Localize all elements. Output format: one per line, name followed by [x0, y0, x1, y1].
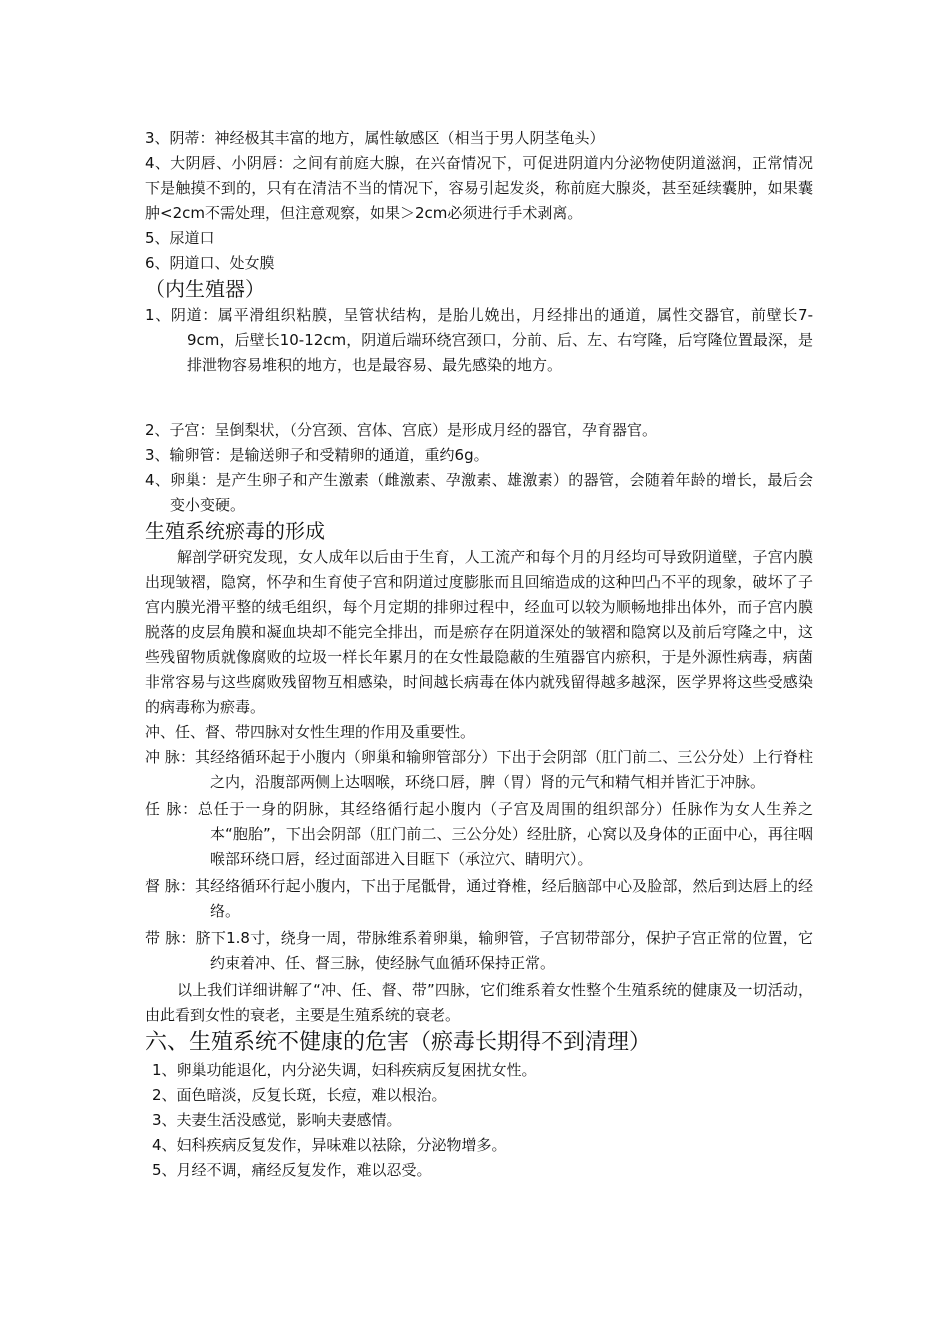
harm-list [145, 1058, 813, 1183]
harm-item-5: 5、月经不调，痛经反复发作，难以忍受。 [152, 1161, 432, 1179]
meridians-summary: 以上我们详细讲解了“冲、任、督、带”四脉，它们维系着女性整个生殖系统的健康及一切活动，由此看到女性的衰老，主要是生殖系统的衰老。 [145, 981, 813, 1024]
harm-item-3: 3、夫妻生活没感觉，影响夫妻感情。 [152, 1111, 402, 1129]
internal-item-4: 4、卵巢：是产生卵子和产生激素（雌激素、孕激素、雄激素）的器管，会随着年龄的增长，最后会变小变硬。 [145, 471, 813, 514]
four-meridians-subheading: 冲、任、督、带四脉对女性生理的作用及重要性。 [145, 723, 476, 741]
dai-meridian: 带 脉：脐下1.8寸，绕身一周，带脉维系着卵巢，输卵管，子宫韧带部分，保护子宫正常的位置，它约束着冲、任、督三脉，使经脉气血循环保持正常。 [145, 929, 813, 972]
chong-meridian: 冲 脉：其经络循环起于小腹内（卵巢和输卵管部分）下出于会阴部（肛门前二、三公分处）上行脊柱之内，沿腹部两侧上达咽喉，环绕口唇，脾（胃）肾的元气和精气相并皆汇于冲脉。 [145, 748, 813, 791]
harm-heading: 六、生殖系统不健康的危害（瘀毒长期得不到清理） [145, 1030, 652, 1055]
harm-item-4: 4、妇科疾病反复发作，异味难以祛除，分泌物增多。 [152, 1136, 507, 1154]
internal-item-3: 3、输卵管：是输送卵子和受精卵的通道，重约6g。 [145, 446, 489, 464]
external-item-6: 6、阴道口、处女膜 [145, 254, 275, 272]
formation-heading: 生殖系统瘀毒的形成 [145, 519, 325, 543]
ren-meridian: 任 脉：总任于一身的阴脉，其经络循行起小腹内（子宫及周围的组织部分）任脉作为女人生养之本“胞胎”，下出会阴部（肛门前二、三公分处）经肚脐，心窝以及身体的正面中心，再往咽喉部环绕口唇，经过面部进入目眶下（承泣穴、睛明穴）。 [145, 800, 813, 868]
external-item-5: 5、尿道口 [145, 229, 215, 247]
internal-organs-heading: （内生殖器） [145, 277, 265, 301]
du-meridian: 督 脉：其经络循环行起小腹内，下出于尾骶骨，通过脊椎，经后脑部中心及脸部，然后到达唇上的经络。 [145, 877, 813, 920]
external-item-3: 3、阴蒂：神经极其丰富的地方，属性敏感区（相当于男人阴茎龟头） [145, 129, 605, 147]
harm-item-2: 2、面色暗淡，反复长斑，长痘，难以根治。 [152, 1086, 447, 1104]
harm-item-1: 1、卵巢功能退化，内分泌失调，妇科疾病反复困扰女性。 [152, 1061, 537, 1079]
document-page [145, 126, 813, 1183]
external-item-4: 4、大阴唇、小阴唇：之间有前庭大腺，在兴奋情况下，可促进阴道内分泌物使阴道滋润，正常情况下是触摸不到的，只有在清洁不当的情况下，容易引起发炎，称前庭大腺炎，甚至延续囊肿，如果囊肿<2cm不需处理，但注意观察，如果＞2cm必须进行手术剥离。 [145, 154, 813, 222]
internal-item-2: 2、子宫：呈倒梨状，（分宫颈、宫体、宫底）是形成月经的器官，孕育器官。 [145, 421, 658, 439]
formation-paragraph: 解剖学研究发现，女人成年以后由于生育，人工流产和每个月的月经均可导致阴道壁，子宫内膜出现皱褶，隐窝，怀孕和生育使子宫和阴道过度膨胀而且回缩造成的这种凹凸不平的现象，破坏了子宫内膜光滑平整的绒毛组织，每个月定期的排卵过程中，经血可以较为顺畅地排出体外，而子宫内膜脱落的皮层角膜和凝血块却不能完全排出，而是瘀存在阴道深处的皱褶和隐窝以及前后穹隆之中，这些残留物质就像腐败的垃圾一样长年累月的在女性最隐蔽的生殖器官内瘀积，于是外源性病毒，病菌非常容易与这些腐败残留物互相感染，时间越长病毒在体内就残留得越多越深，医学界将这些受感染的病毒称为瘀毒。 [145, 548, 813, 716]
spacer [145, 378, 813, 418]
internal-item-1: 1、阴道：属平滑组织粘膜，呈管状结构，是胎儿娩出，月经排出的通道，属性交器官，前壁长7-9cm，后壁长10-12cm，阴道后端环绕宫颈口，分前、后、左、右穹隆，后穹隆位置最深，是排泄物容易堆积的地方，也是最容易、最先感染的地方。 [145, 306, 813, 374]
